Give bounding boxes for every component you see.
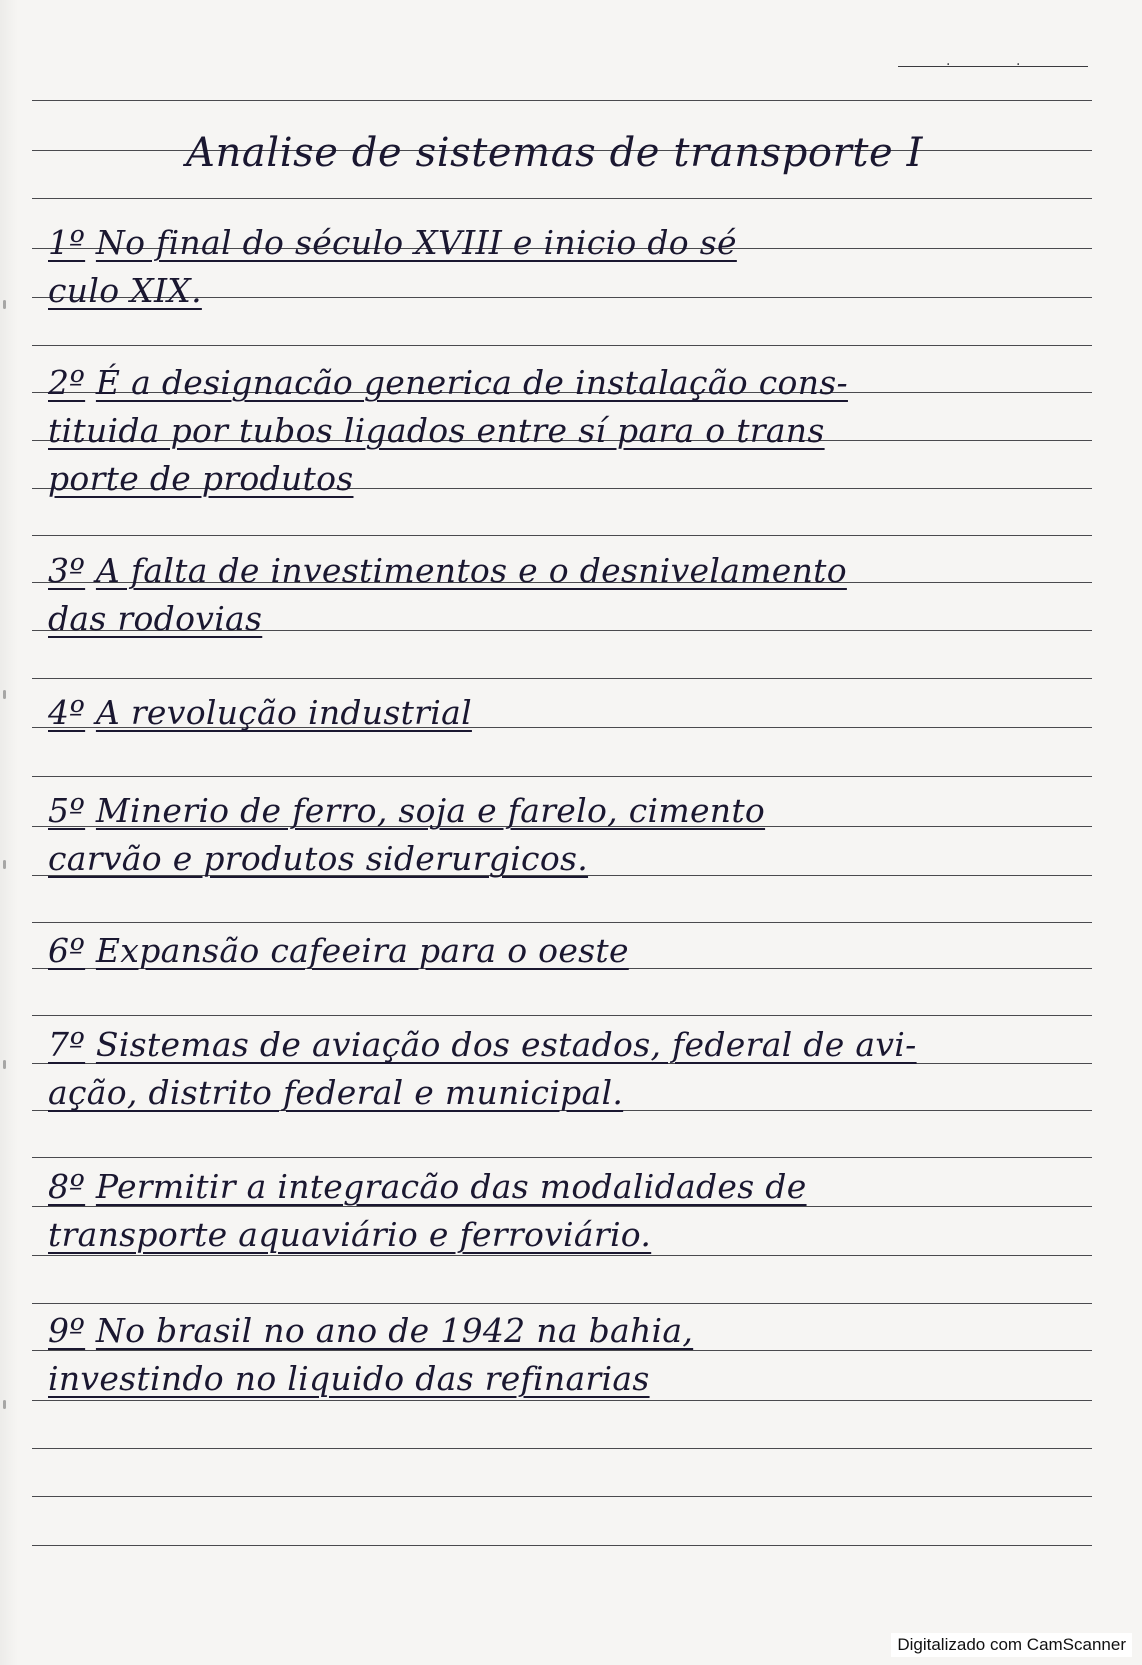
ruled-line xyxy=(32,100,1092,101)
answer-4-label: 4º xyxy=(48,693,86,732)
margin-mark xyxy=(3,690,6,699)
ruled-line xyxy=(32,1545,1092,1546)
answer-3-line-1 xyxy=(48,546,847,596)
answer-1-text: culo XIX. xyxy=(48,271,202,310)
scanner-watermark: Digitalizado com CamScanner xyxy=(891,1633,1132,1657)
answer-9-line-2 xyxy=(48,1354,650,1404)
ruled-line xyxy=(32,535,1092,536)
answer-1-text: No final do século XVIII e inicio do sé xyxy=(95,223,737,262)
answer-5-line-1 xyxy=(48,786,765,836)
answer-3-text: A falta de investimentos e o desnivelamento xyxy=(95,551,847,590)
answer-8-label: 8º xyxy=(48,1167,86,1206)
answer-7-line-2 xyxy=(48,1068,623,1118)
answer-5-text: Minerio de ferro, soja e farelo, cimento xyxy=(95,791,766,830)
ruled-line xyxy=(32,922,1092,923)
ruled-line xyxy=(32,678,1092,679)
answer-3-line-2 xyxy=(48,594,262,644)
answer-6-label: 6º xyxy=(48,931,86,970)
ruled-line xyxy=(32,1157,1092,1158)
answer-2-line-3 xyxy=(48,454,354,504)
answer-9-text: No brasil no ano de 1942 na bahia, xyxy=(95,1311,694,1350)
answer-6-text: Expansão cafeeira para o oeste xyxy=(95,931,629,970)
margin-mark xyxy=(3,860,6,869)
answer-2-text: porte de produtos xyxy=(48,459,354,498)
answer-7-line-1 xyxy=(48,1020,917,1070)
page-number-dot: . xyxy=(1016,53,1021,69)
answer-8-text: Permitir a integracão das modalidades de xyxy=(95,1167,807,1206)
answer-2-label: 2º xyxy=(48,363,86,402)
margin-mark xyxy=(3,300,6,309)
answer-3-label: 3º xyxy=(48,551,86,590)
page-title: Analise de sistemas de transporte I xyxy=(186,130,923,176)
answer-7-text: Sistemas de aviação dos estados, federal de avi- xyxy=(95,1025,917,1064)
page-number-dot: . xyxy=(946,53,951,69)
answer-9-text: investindo no liquido das refinarias xyxy=(48,1359,650,1398)
ruled-line xyxy=(32,776,1092,777)
ruled-line xyxy=(32,1448,1092,1449)
answer-3-text: das rodovias xyxy=(48,599,263,638)
answer-9-line-1 xyxy=(48,1306,693,1356)
answer-4-text: A revolução industrial xyxy=(95,693,472,732)
answer-1-line-1 xyxy=(48,218,737,268)
answer-1-label: 1º xyxy=(48,223,86,262)
answer-2-line-2 xyxy=(48,406,825,456)
ruled-line xyxy=(32,1303,1092,1304)
answer-1-line-2 xyxy=(48,266,202,316)
answer-6-line-1 xyxy=(48,926,629,976)
answer-7-text: ação, distrito federal e municipal. xyxy=(48,1073,624,1112)
answer-2-line-1 xyxy=(48,358,848,408)
answer-2-text: tituida por tubos ligados entre sí para o trans xyxy=(48,411,825,450)
page-number-line xyxy=(898,53,1088,69)
answer-7-label: 7º xyxy=(48,1025,86,1064)
answer-5-text: carvão e produtos siderurgicos. xyxy=(48,839,589,878)
answer-8-line-1 xyxy=(48,1162,807,1212)
ruled-line xyxy=(32,1496,1092,1497)
answer-8-line-2 xyxy=(48,1210,651,1260)
margin-mark xyxy=(3,1400,6,1409)
ruled-line xyxy=(32,345,1092,346)
answer-4-line-1 xyxy=(48,688,472,738)
answer-8-text: transporte aquaviário e ferroviário. xyxy=(48,1215,652,1254)
answer-2-text: É a designacão generica de instalação cons- xyxy=(95,363,848,402)
ruled-line xyxy=(32,198,1092,199)
ruled-line xyxy=(32,1015,1092,1016)
answer-5-label: 5º xyxy=(48,791,86,830)
margin-mark xyxy=(3,1060,6,1069)
answer-9-label: 9º xyxy=(48,1311,86,1350)
answer-5-line-2 xyxy=(48,834,588,884)
